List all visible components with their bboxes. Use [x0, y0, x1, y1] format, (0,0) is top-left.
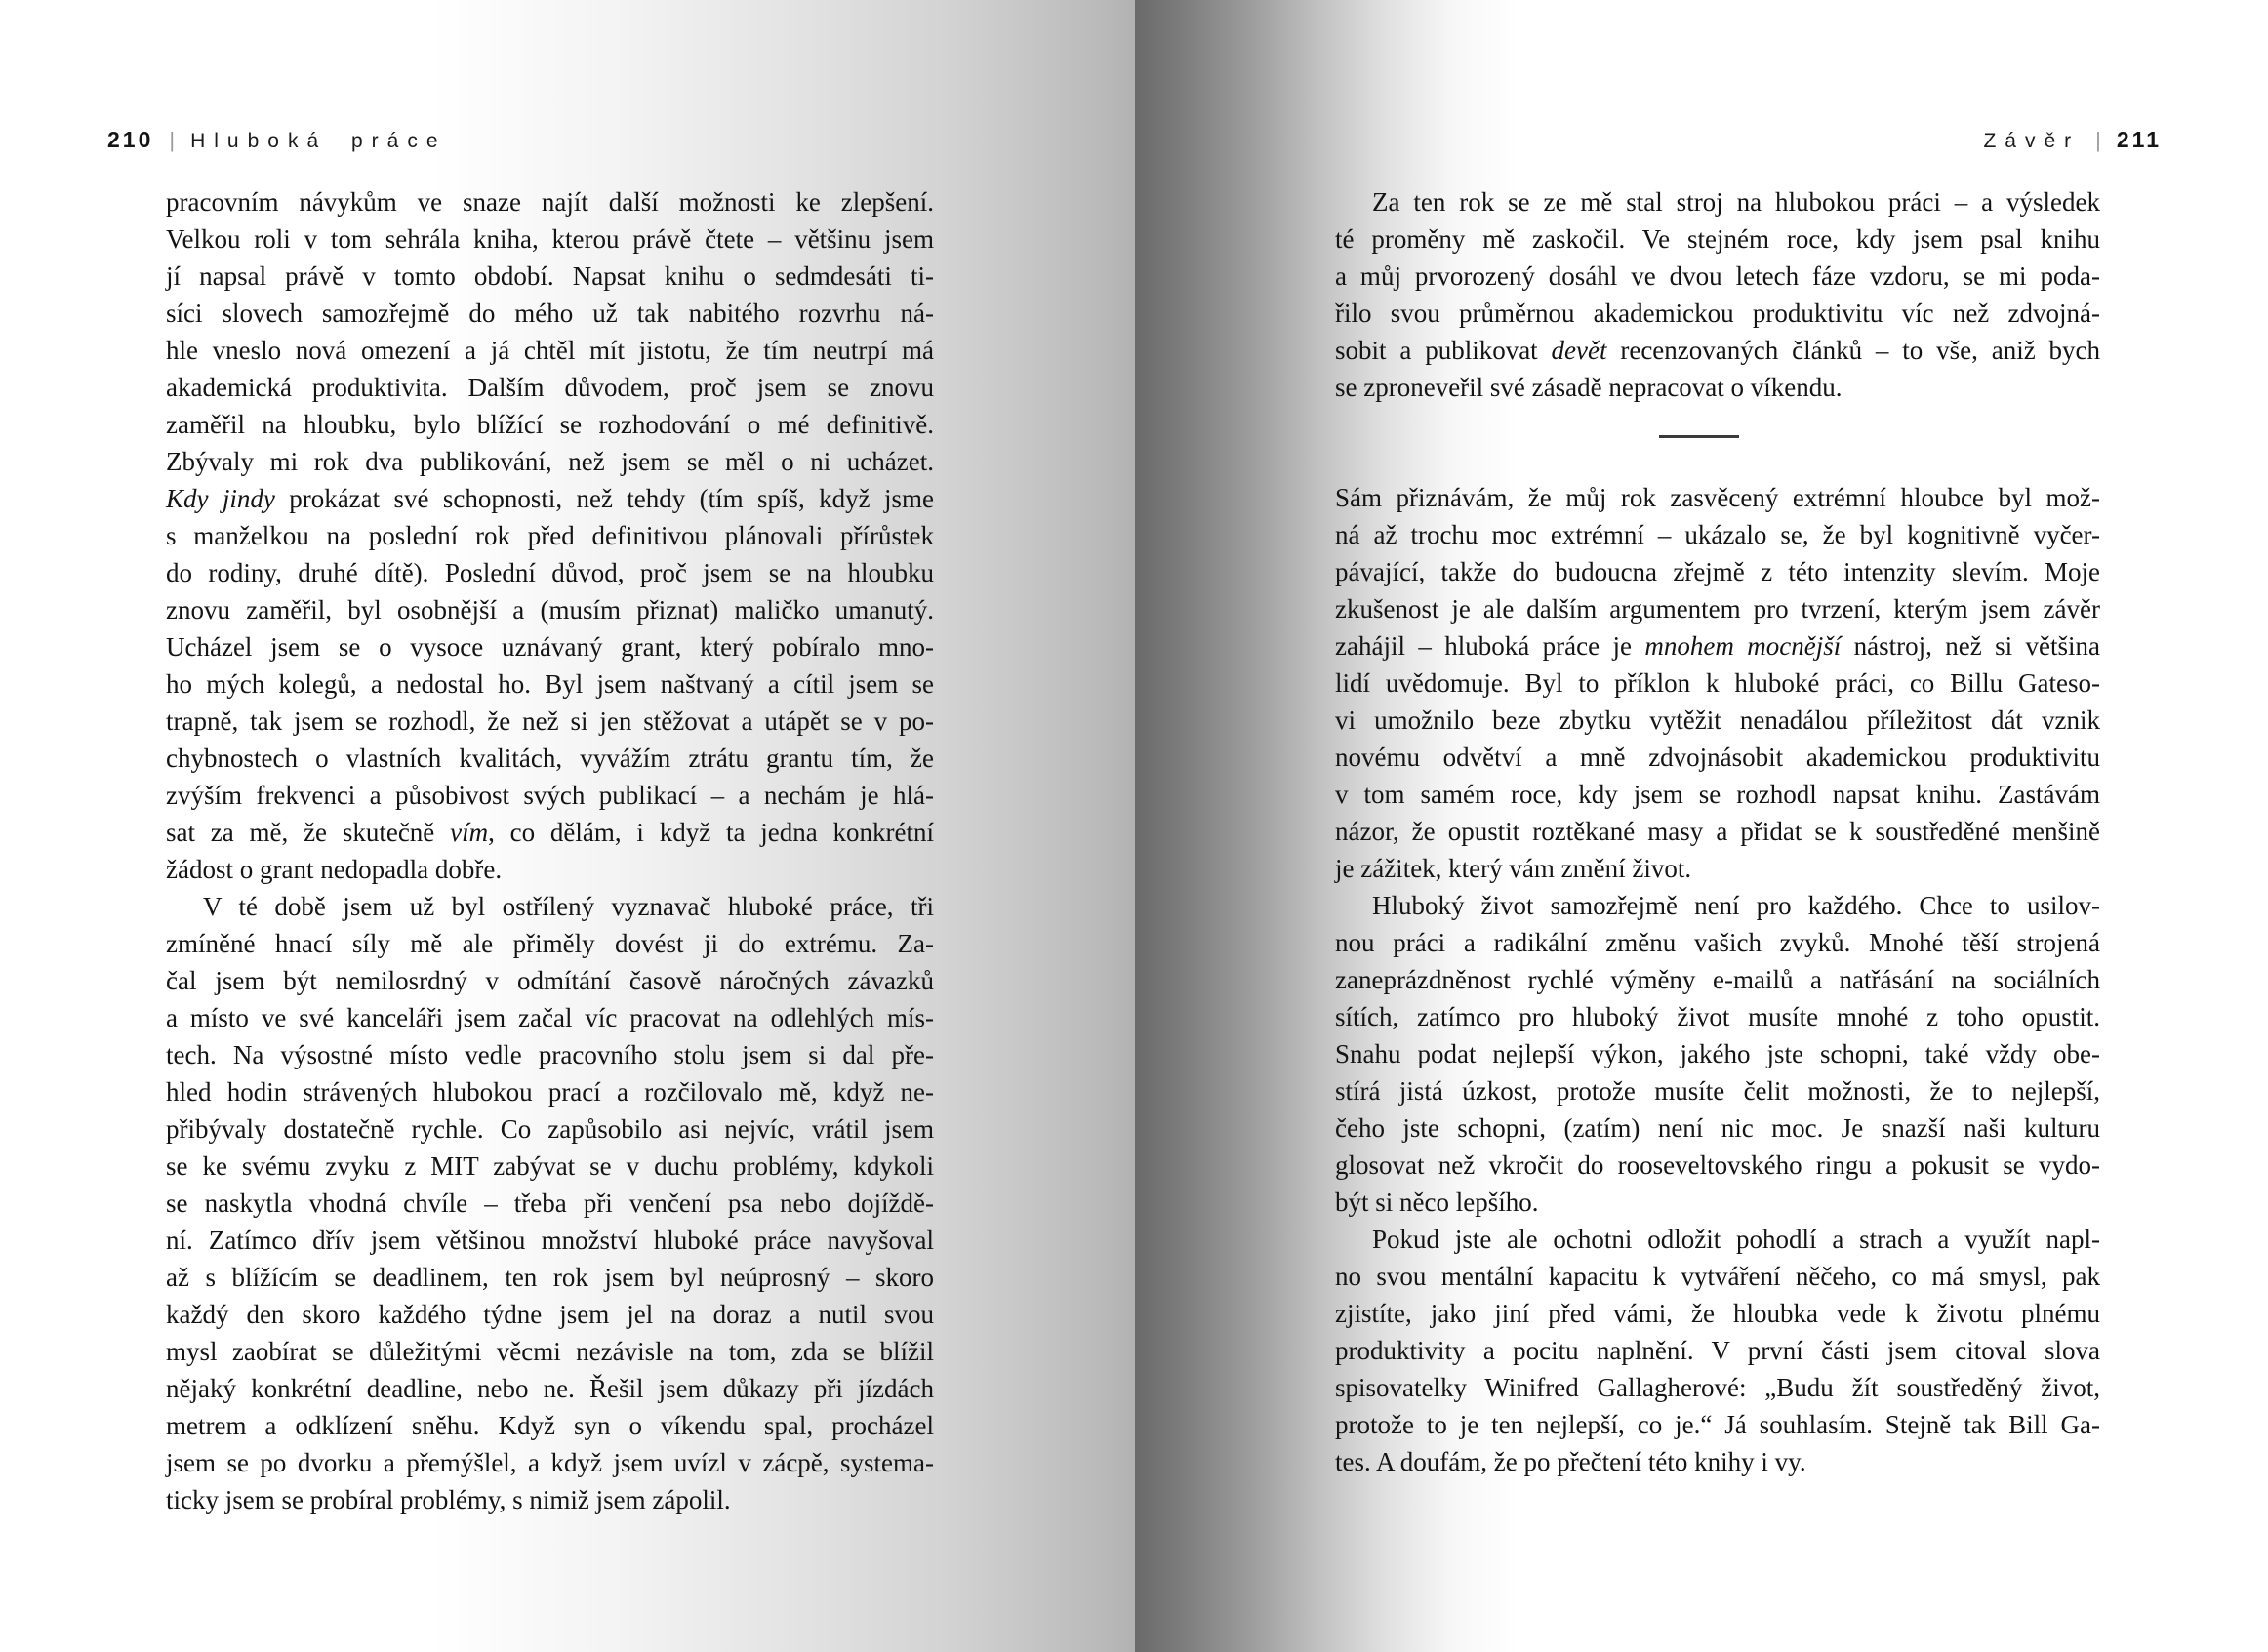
text-line: přibývaly dostatečně rychle. Co zapůsobilo asi nejvíc, vrátil jsem: [166, 1114, 934, 1144]
text-line: stírá jistá úzkost, protože musíte čelit možnosti, že to nejlepší,: [1335, 1076, 2100, 1106]
text-line: spisovatelky Winifred Gallagherové: „Budu žít soustředěný život,: [1335, 1373, 2100, 1402]
text-line: jí napsal právě v tomto období. Napsat knihu o sedmdesáti ti-: [166, 262, 934, 291]
text-line: ná až trochu moc extrémní – ukázalo se, že byl kognitivně vyčer-: [1335, 520, 2100, 549]
text-line: zvýším frekvenci a působivost svých publikací – a nechám je hlá-: [166, 781, 934, 810]
text-line: čal jsem být nemilosrdný v odmítání časově náročných závazků: [166, 966, 934, 995]
text-line: mysl zaobírat se důležitými věcmi nezávisle na tom, zda se blížil: [166, 1337, 934, 1366]
text-line: se ke svému zvyku z MIT zabývat se v duchu problémy, kdykoli: [166, 1151, 934, 1181]
italic-text: devět: [1551, 336, 1607, 365]
text-line: čeho jste schopni, (zatím) není nic moc. Je snazší naši kulturu: [1335, 1113, 2100, 1143]
text-line: řilo svou průměrnou akademickou produktivitu víc než zdvojná-: [1335, 299, 2100, 328]
text-line: V té době jsem už byl ostřílený vyznavač hluboké práce, tři: [203, 892, 934, 921]
text-line: glosovat než vkročit do rooseveltovského ringu a pokusit se vydo-: [1335, 1150, 2100, 1180]
text-line: vi umožnilo beze zbytku vytěžit nenadálou příležitost dát vznik: [1335, 705, 2100, 735]
page-right-text: [1335, 183, 2100, 1480]
text-line: Ucházel jsem se o vysoce uznávaný grant, který pobíralo mno-: [166, 632, 934, 662]
text-line: se naskytla vhodná chvíle – třeba při venčení psa nebo dojíždě-: [166, 1189, 934, 1218]
paragraph: [1335, 887, 2100, 1221]
text-line: sobit a publikovat devět recenzovaných článků – to vše, aniž bych: [1335, 336, 2101, 365]
text-line: v tom samém roce, kdy jsem se rozhodl napsat knihu. Zastávám: [1335, 780, 2100, 809]
text-line: produktivity a pocitu naplnění. V první části jsem citoval slova: [1335, 1336, 2100, 1365]
page-header-left: [107, 127, 447, 153]
text-line: pávající, takže do budoucna zřejmě z této intenzity slevím. Moje: [1335, 557, 2100, 586]
text-line: chybnostech o vlastních kvalitách, vyvážím ztrátu grantu tím, že: [166, 744, 934, 773]
text-line: nějaký konkrétní deadline, nebo ne. Řešil jsem důkazy při jízdách: [166, 1374, 934, 1403]
text-line: a můj prvorozený dosáhl ve dvou letech fáze vzdoru, se mi poda-: [1335, 262, 2100, 291]
text-line: no svou mentální kapacitu k vytváření něčeho, co má smysl, pak: [1335, 1262, 2100, 1291]
text-line: každý den skoro každého týdne jsem jel na doraz a nutil svou: [166, 1300, 934, 1329]
text-line: hled hodin strávených hlubokou prací a rozčilovalo mě, když ne-: [166, 1077, 934, 1107]
text-line: té proměny mě zaskočil. Ve stejném roce, kdy jsem psal knihu: [1335, 224, 2100, 254]
text-line: je zážitek, který vám změní život.: [1335, 854, 1692, 883]
text-line: nou práci a radikální změnu vašich zvyků. Mnohé těší strojená: [1335, 928, 2100, 957]
text-line: zaneprázdněnost rychlé výměny e-mailů a natřásání na sociálních: [1335, 965, 2100, 994]
section-divider: [1335, 406, 2100, 479]
text-line: s manželkou na poslední rok před definitivou plánovali přírůstek: [166, 521, 934, 550]
text-line: do rodiny, druhé dítě). Poslední důvod, proč jsem se na hloubku: [166, 558, 934, 587]
italic-text: Kdy jindy: [166, 484, 275, 513]
text-line: zmíněné hnací síly mě ale přiměly dovést ji do extrému. Za-: [166, 929, 934, 958]
text-line: znovu zaměřil, byl osobnější a (musím přiznat) maličko umanutý.: [166, 595, 934, 625]
page-number-left: 210: [107, 127, 154, 152]
italic-text: mnohem mocnější: [1644, 631, 1842, 661]
page-number-right: 211: [2116, 127, 2162, 152]
text-line: Kdy jindy prokázat své schopnosti, než tehdy (tím spíš, když jsme: [166, 484, 934, 513]
text-line: zkušenost je ale dalším argumentem pro tvrzení, kterým jsem závěr: [1335, 594, 2100, 624]
text-line: ho mých kolegů, a nedostal ho. Byl jsem naštvaný a cítil jsem se: [166, 669, 934, 699]
text-line: pracovním návykům ve snaze najít další možnosti ke zlepšení.: [166, 187, 934, 217]
text-line: tech. Na výsostné místo vedle pracovního stolu jsem si dal pře-: [166, 1040, 934, 1069]
text-line: názor, že opustit roztěkané masy a přidat se k soustředěné menšině: [1335, 817, 2100, 846]
running-title-right: Závěr: [1983, 130, 2081, 152]
text-line: Snahu podat nejlepší výkon, jakého jste schopni, také vždy obe-: [1335, 1039, 2100, 1068]
page-left-text: [166, 183, 934, 1518]
running-title-left: Hluboká práce: [190, 130, 447, 152]
text-line: jsem se po dvorku a přemýšlel, a když jsem uvízl v zácpě, systema-: [166, 1448, 934, 1477]
text-line: novému odvětví a mně zdvojnásobit akademickou produktivitu: [1335, 743, 2100, 772]
text-line: ní. Zatímco dřív jsem většinou množství hluboké práce navyšoval: [166, 1226, 934, 1255]
text-line: zahájil – hluboká práce je mnohem mocnější nástroj, než si většina: [1335, 631, 2100, 661]
text-line: sítích, zatímco pro hluboký život musíte mnohé z toho opustit.: [1335, 1002, 2100, 1031]
text-line: žádost o grant nedopadla dobře.: [166, 855, 503, 884]
text-line: Pokud jste ale ochotni odložit pohodlí a strach a využít napl-: [1372, 1225, 2100, 1254]
italic-text: vím: [450, 818, 489, 847]
text-line: akademická produktivita. Dalším důvodem, proč jsem se znovu: [166, 373, 934, 402]
paragraph: [166, 888, 934, 1518]
text-line: síci slovech samozřejmě do mého už tak nabitého rozvrhu ná-: [166, 299, 934, 328]
text-line: až s blížícím se deadlinem, ten rok jsem byl neúprosný – skoro: [166, 1263, 934, 1292]
paragraph: [1335, 1221, 2100, 1480]
text-line: sat za mě, že skutečně vím, co dělám, i když ta jedna konkrétní: [166, 818, 935, 847]
text-line: Hluboký život samozřejmě není pro každého. Chce to usilov-: [1372, 891, 2100, 920]
divider-rule: [1659, 435, 1739, 438]
text-line: a místo ve své kanceláři jsem začal víc pracovat na odlehlých mís-: [166, 1003, 934, 1032]
text-line: metrem a odklízení sněhu. Když syn o víkendu spal, procházel: [166, 1411, 934, 1440]
text-line: zaměřil na hloubku, bylo blížící se rozhodování o mé definitivě.: [166, 410, 934, 439]
text-line: protože to je ten nejlepší, co je.“ Já souhlasím. Stejně tak Bill Ga-: [1335, 1410, 2100, 1439]
text-line: se zproneveřil své zásadě nepracovat o víkendu.: [1335, 373, 1843, 402]
text-line: zjistíte, jako jiní před vámi, že hloubka vede k životu plnému: [1335, 1299, 2100, 1328]
paragraph: [1335, 479, 2100, 887]
paragraph: [1335, 183, 2100, 406]
page-header-right: [1983, 127, 2162, 153]
text-line: Velkou roli v tom sehrála kniha, kterou právě čtete – většinu jsem: [166, 224, 934, 254]
text-line: být si něco lepšího.: [1335, 1188, 1539, 1217]
header-separator-left: |: [169, 128, 176, 152]
text-line: lidí uvědomuje. Byl to příklon k hluboké práci, co Billu Gateso-: [1335, 668, 2100, 698]
text-line: Zbývaly mi rok dva publikování, než jsem se měl o ni ucházet.: [166, 447, 934, 476]
text-line: hle vneslo nová omezení a já chtěl mít jistotu, že tím neutrpí má: [166, 336, 934, 365]
text-line: tes. A doufám, že po přečtení této knihy i vy.: [1335, 1447, 1806, 1476]
header-separator-right: |: [2095, 128, 2101, 152]
text-line: Za ten rok se ze mě stal stroj na hlubokou práci – a výsledek: [1372, 187, 2100, 217]
text-line: ticky jsem se probíral problémy, s nimiž jsem zápolil.: [166, 1485, 731, 1514]
text-line: Sám přiznávám, že můj rok zasvěcený extrémní hloubce byl mož-: [1335, 483, 2100, 512]
text-line: trapně, tak jsem se rozhodl, že než si jen stěžovat a utápět se v po-: [166, 706, 934, 736]
paragraph: [166, 183, 934, 888]
